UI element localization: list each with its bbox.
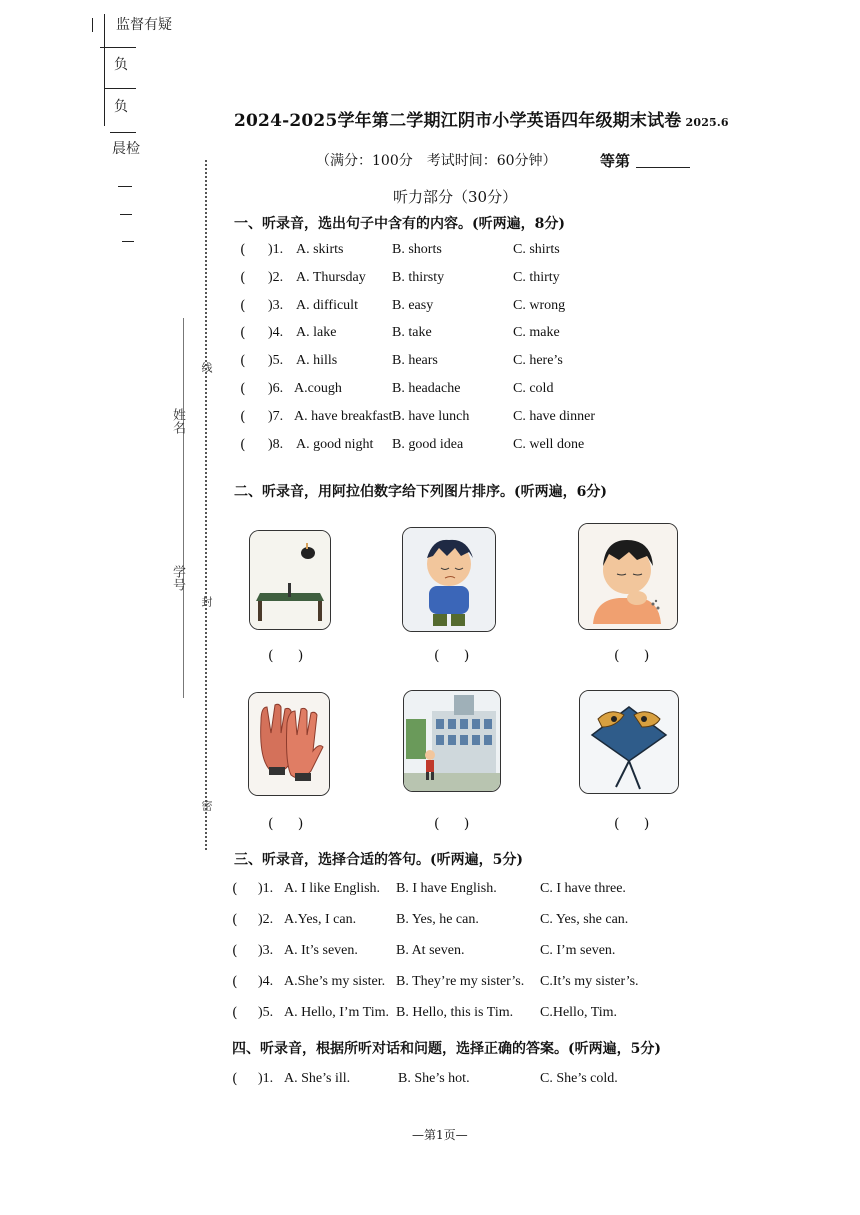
question-number: )1. bbox=[258, 881, 274, 896]
question-number: )8. bbox=[268, 437, 284, 452]
margin-hline bbox=[104, 88, 136, 89]
option-b: B. have lunch bbox=[392, 409, 470, 424]
option-c: C. I’m seven. bbox=[540, 943, 616, 958]
part1-heading: 一、听录音，选出句子中含有的内容。(听两遍，8分) bbox=[234, 216, 565, 232]
exam-date: 2025.6 bbox=[685, 116, 729, 129]
option-b: B. They’re my sister’s. bbox=[396, 974, 525, 989]
sidebar-fragment-3: 晨检 bbox=[112, 141, 140, 157]
answer-bracket[interactable]: ( bbox=[232, 974, 238, 990]
seal-mark-line: 线 bbox=[200, 362, 213, 373]
part4-heading: 四、听录音，根据所听对话和问题，选择正确的答案。(听两遍，5分) bbox=[232, 1041, 661, 1057]
option-a: A. have breakfast bbox=[294, 409, 393, 424]
question-number: )6. bbox=[268, 381, 284, 396]
answer-bracket[interactable]: ( bbox=[240, 437, 246, 453]
option-a: A.She’s my sister. bbox=[284, 974, 386, 989]
answer-bracket[interactable]: ( bbox=[232, 943, 238, 959]
margin-dash bbox=[118, 186, 132, 187]
option-c: C. make bbox=[513, 325, 560, 340]
question-number: )3. bbox=[258, 943, 274, 958]
option-c: C. well done bbox=[513, 437, 585, 452]
coughing-boy-icon bbox=[579, 524, 677, 629]
sidebar-fragment-1: 负 bbox=[114, 57, 128, 73]
answer-bracket[interactable]: ( bbox=[232, 1005, 238, 1021]
question-number: )7. bbox=[268, 409, 284, 424]
kite-icon bbox=[580, 691, 678, 793]
margin-dash bbox=[122, 241, 134, 242]
listening-section-heading: 听力部分（30分） bbox=[393, 188, 518, 206]
picture-coughing-boy bbox=[578, 523, 678, 630]
option-b: B. Hello, this is Tim. bbox=[396, 1005, 514, 1020]
grade-label: 等第 bbox=[600, 152, 631, 170]
part2-heading: 二、听录音，用阿拉伯数字给下列图片排序。(听两遍，6分) bbox=[234, 484, 607, 500]
option-a: A.Yes, I can. bbox=[284, 912, 357, 927]
option-b: B. She’s hot. bbox=[398, 1071, 470, 1086]
margin-dash bbox=[120, 214, 132, 215]
option-b: B. thirsty bbox=[392, 270, 445, 285]
option-c: C. shirts bbox=[513, 242, 560, 257]
option-b: B. shorts bbox=[392, 242, 442, 257]
answer-bracket[interactable]: ( bbox=[240, 270, 246, 286]
answer-bracket[interactable]: ( bbox=[232, 1071, 238, 1087]
page-number: —第1页— bbox=[412, 1128, 468, 1142]
option-c: C. Yes, she can. bbox=[540, 912, 629, 927]
question-number: )4. bbox=[268, 325, 284, 340]
picture-school-building bbox=[403, 690, 501, 792]
sidebar-fragment-2: 负 bbox=[114, 99, 128, 115]
option-a: A. I like English. bbox=[284, 881, 381, 896]
answer-bracket[interactable]: ( bbox=[240, 381, 246, 397]
option-a: A. hills bbox=[296, 353, 338, 368]
option-a: A. skirts bbox=[296, 242, 344, 257]
option-b: B. good idea bbox=[392, 437, 464, 452]
margin-hline bbox=[100, 47, 136, 48]
picture-sick-boy bbox=[402, 527, 496, 632]
exam-title-text: 2024-2025学年第二学期江阴市小学英语四年级期末试卷 bbox=[234, 111, 682, 131]
answer-bracket[interactable]: ( bbox=[232, 912, 238, 928]
name-label: 姓名 bbox=[170, 408, 185, 434]
seal-mark-seal: 封 bbox=[200, 596, 213, 607]
option-c: C. have dinner bbox=[513, 409, 596, 424]
seal-mark-secret: 密 bbox=[200, 800, 213, 811]
order-blank-4[interactable]: ( ) bbox=[268, 816, 314, 832]
question-number: )3. bbox=[268, 298, 284, 313]
question-number: )2. bbox=[258, 912, 274, 927]
option-c: C. I have three. bbox=[540, 881, 626, 896]
option-b: B. headache bbox=[392, 381, 461, 396]
option-c: C. cold bbox=[513, 381, 554, 396]
option-c: C. She’s cold. bbox=[540, 1071, 618, 1086]
school-building-icon bbox=[404, 691, 500, 791]
answer-bracket[interactable]: ( bbox=[240, 298, 246, 314]
question-number: )1. bbox=[258, 1071, 274, 1086]
margin-tick bbox=[92, 18, 93, 32]
answer-bracket[interactable]: ( bbox=[240, 409, 246, 425]
table-tennis-icon bbox=[250, 531, 330, 629]
gloves-icon bbox=[249, 693, 329, 795]
exam-title bbox=[234, 106, 729, 131]
part3-heading: 三、听录音，选择合适的答句。(听两遍，5分) bbox=[234, 852, 523, 868]
picture-gloves bbox=[248, 692, 330, 796]
picture-kite bbox=[579, 690, 679, 794]
order-blank-5[interactable]: ( ) bbox=[434, 816, 480, 832]
option-b: B. easy bbox=[392, 298, 434, 313]
question-number: )4. bbox=[258, 974, 274, 989]
order-blank-3[interactable]: ( ) bbox=[614, 648, 660, 664]
question-number: )1. bbox=[268, 242, 284, 257]
answer-bracket[interactable]: ( bbox=[240, 325, 246, 341]
option-b: B. hears bbox=[392, 353, 438, 368]
option-b: B. At seven. bbox=[396, 943, 465, 958]
grade-blank[interactable] bbox=[636, 167, 690, 168]
option-c: C. wrong bbox=[513, 298, 566, 313]
option-b: B. I have English. bbox=[396, 881, 497, 896]
option-a: A. It’s seven. bbox=[284, 943, 358, 958]
option-a: A. difficult bbox=[296, 298, 358, 313]
seal-dotted-line bbox=[205, 160, 207, 850]
picture-table-tennis bbox=[249, 530, 331, 630]
option-a: A. She’s ill. bbox=[284, 1071, 351, 1086]
option-b: B. Yes, he can. bbox=[396, 912, 479, 927]
answer-bracket[interactable]: ( bbox=[240, 353, 246, 369]
option-a: A. Hello, I’m Tim. bbox=[284, 1005, 390, 1020]
answer-bracket[interactable]: ( bbox=[232, 881, 238, 897]
order-blank-6[interactable]: ( ) bbox=[614, 816, 660, 832]
margin-hline bbox=[110, 132, 136, 133]
margin-vertical-line bbox=[104, 14, 105, 126]
answer-bracket[interactable]: ( bbox=[240, 242, 246, 258]
student-info-line bbox=[183, 318, 184, 698]
option-c: C. thirty bbox=[513, 270, 560, 285]
sidebar-fragment-supervisor: 监督有疑 bbox=[116, 17, 172, 33]
order-blank-1[interactable]: ( ) bbox=[268, 648, 314, 664]
option-a: A.cough bbox=[294, 381, 342, 396]
option-a: A. lake bbox=[296, 325, 337, 340]
question-number: )5. bbox=[268, 353, 284, 368]
option-a: A. Thursday bbox=[296, 270, 366, 285]
order-blank-2[interactable]: ( ) bbox=[434, 648, 480, 664]
question-number: )5. bbox=[258, 1005, 274, 1020]
question-number: )2. bbox=[268, 270, 284, 285]
option-c: C.It’s my sister’s. bbox=[540, 974, 639, 989]
option-c: C.Hello, Tim. bbox=[540, 1005, 618, 1020]
option-c: C. here’s bbox=[513, 353, 563, 368]
option-b: B. take bbox=[392, 325, 432, 340]
option-a: A. good night bbox=[296, 437, 374, 452]
exam-info: （满分：100分 考试时间：60分钟） bbox=[316, 153, 557, 169]
sick-boy-icon bbox=[403, 528, 495, 631]
student-id-label: 学号 bbox=[170, 565, 185, 591]
